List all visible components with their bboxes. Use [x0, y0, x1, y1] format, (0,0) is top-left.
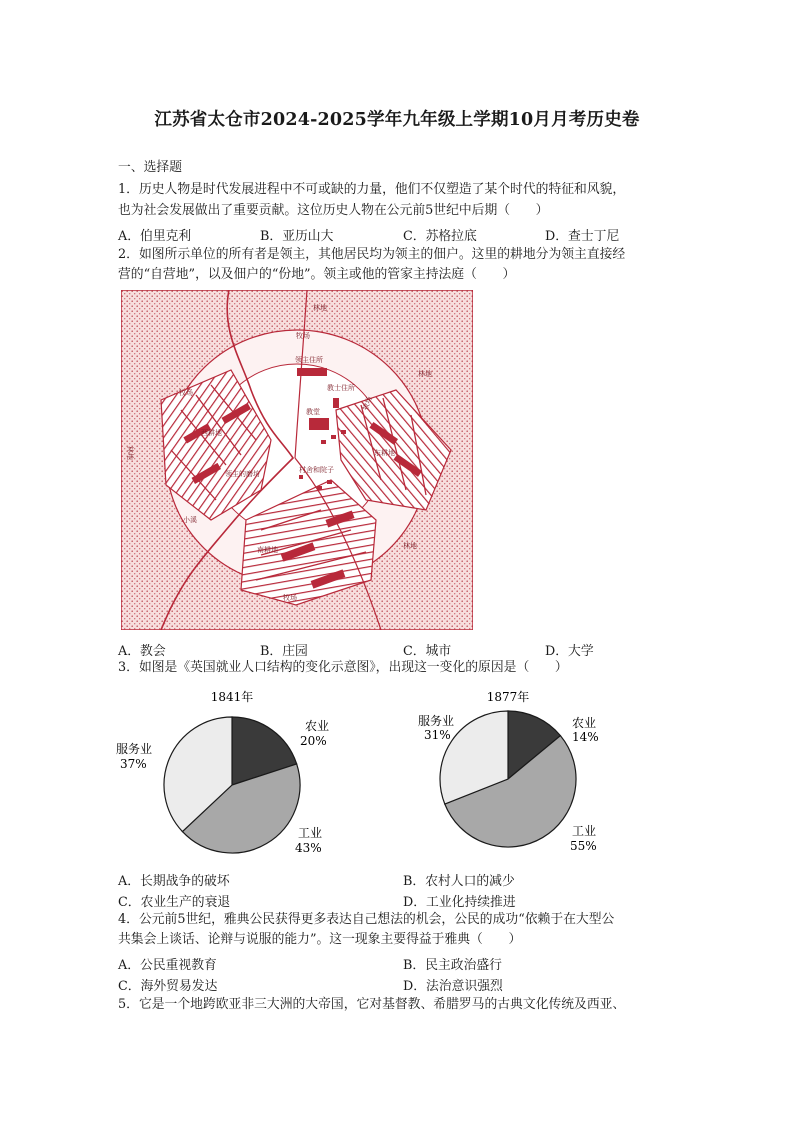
question-4-line-2: 共集会上谈话、论辩与说服的能力”。这一现象主要得益于雅典（ ） — [118, 932, 522, 947]
label-east-field: 东耕地 — [374, 449, 395, 457]
label-pasture-bottom: 牧场 — [283, 594, 297, 602]
chart-1841-label-agriculture: 农业 — [305, 719, 330, 733]
label-mill: 领主的磨坊 — [225, 470, 260, 478]
label-pasture-left: 牧场 — [179, 389, 193, 397]
chart-1877-label-service: 服务业 — [418, 714, 455, 728]
question-4-option-b[interactable]: B．民主政治盛行 — [403, 958, 502, 973]
chart-1841-value-industry: 43% — [295, 841, 322, 855]
question-5-line-1: 5．它是一个地跨欧亚非三大洲的大帝国，它对基督教、希腊罗马的古典文化传统及西亚、 — [118, 997, 626, 1012]
chart-1841-label-service: 服务业 — [116, 742, 153, 756]
chart-1877-label-industry: 工业 — [572, 824, 597, 838]
label-forest-lower-right: 林地 — [403, 542, 417, 550]
manor-map — [121, 290, 473, 630]
section-heading: 一、选择题 — [118, 160, 182, 175]
question-2-option-a[interactable]: A．教会 — [118, 644, 166, 659]
label-village: 村舍和院子 — [299, 466, 334, 474]
pie-chart-1841 — [110, 685, 370, 860]
chart-1877-title: 1877年 — [486, 690, 530, 704]
priest-house-icon — [333, 398, 339, 408]
question-3-option-d[interactable]: D．工业化持续推进 — [403, 895, 516, 910]
question-2-option-c[interactable]: C．城市 — [403, 644, 452, 659]
label-forest-top: 林地 — [313, 304, 327, 312]
chart-1877-value-industry: 55% — [570, 839, 597, 853]
chart-1877-label-agriculture: 农业 — [572, 716, 597, 730]
lord-house-icon — [297, 368, 327, 376]
label-church: 教堂 — [306, 408, 320, 416]
question-4-option-d[interactable]: D．法治意识强烈 — [403, 979, 503, 994]
label-west-field: 西耕地 — [201, 429, 222, 437]
church-icon — [309, 418, 329, 430]
pie-chart-1877 — [410, 685, 670, 860]
question-4-line-1: 4．公元前5世纪，雅典公民获得更多表达自己想法的机会，公民的成功“依赖于在大型公 — [118, 912, 615, 927]
question-4-option-a[interactable]: A．公民重视教育 — [118, 958, 217, 973]
chart-1877-value-service: 31% — [424, 728, 451, 742]
label-forest-left: 林地 — [126, 446, 134, 460]
chart-1841-value-agriculture: 20% — [300, 734, 327, 748]
question-2-line-2: 营的“自营地”，以及佃户的“份地”。领主或他的管家主持法庭（ ） — [118, 267, 516, 282]
question-1-option-a[interactable]: A．伯里克利 — [118, 229, 192, 244]
chart-1841-value-service: 37% — [120, 757, 147, 771]
question-1-option-c[interactable]: C．苏格拉底 — [403, 229, 477, 244]
question-1-line-2: 也为社会发展做出了重要贡献。这位历史人物在公元前5世纪中后期（ ） — [118, 203, 549, 218]
question-3-option-a[interactable]: A．长期战争的破坏 — [118, 874, 230, 889]
question-3-option-b[interactable]: B．农村人口的减少 — [403, 874, 515, 889]
label-pasture-right: 牧场 — [361, 395, 374, 412]
question-3-line: 3．如图是《英国就业人口结构的变化示意图》，出现这一变化的原因是（ ） — [118, 660, 568, 675]
label-pasture-top: 牧场 — [296, 332, 310, 340]
question-1-option-d[interactable]: D．查士丁尼 — [545, 229, 620, 244]
question-3-option-c[interactable]: C．农业生产的衰退 — [118, 895, 231, 910]
label-priest-house: 教士住所 — [327, 384, 355, 392]
question-2-option-b[interactable]: B．庄园 — [260, 644, 308, 659]
label-south-field: 南耕地 — [257, 546, 278, 554]
question-1-option-b[interactable]: B．亚历山大 — [260, 229, 334, 244]
chart-1877-value-agriculture: 14% — [572, 730, 599, 744]
label-stream: 小溪 — [183, 516, 197, 524]
question-1-line-1: 1．历史人物是时代发展进程中不可或缺的力量，他们不仅塑造了某个时代的特征和风貌， — [118, 182, 626, 197]
question-4-option-c[interactable]: C．海外贸易发达 — [118, 979, 218, 994]
label-lord-house: 领主住所 — [295, 356, 323, 364]
question-2-option-d[interactable]: D．大学 — [545, 644, 594, 659]
question-2-line-1: 2．如图所示单位的所有者是领主，其他居民均为领主的佃户。这里的耕地分为领主直接经 — [118, 247, 626, 262]
page-title: 江苏省太仓市2024-2025学年九年级上学期10月月考历史卷 — [154, 110, 640, 130]
label-forest-right: 林地 — [418, 370, 432, 378]
chart-1841-label-industry: 工业 — [298, 826, 323, 840]
chart-1841-title: 1841年 — [210, 690, 254, 704]
